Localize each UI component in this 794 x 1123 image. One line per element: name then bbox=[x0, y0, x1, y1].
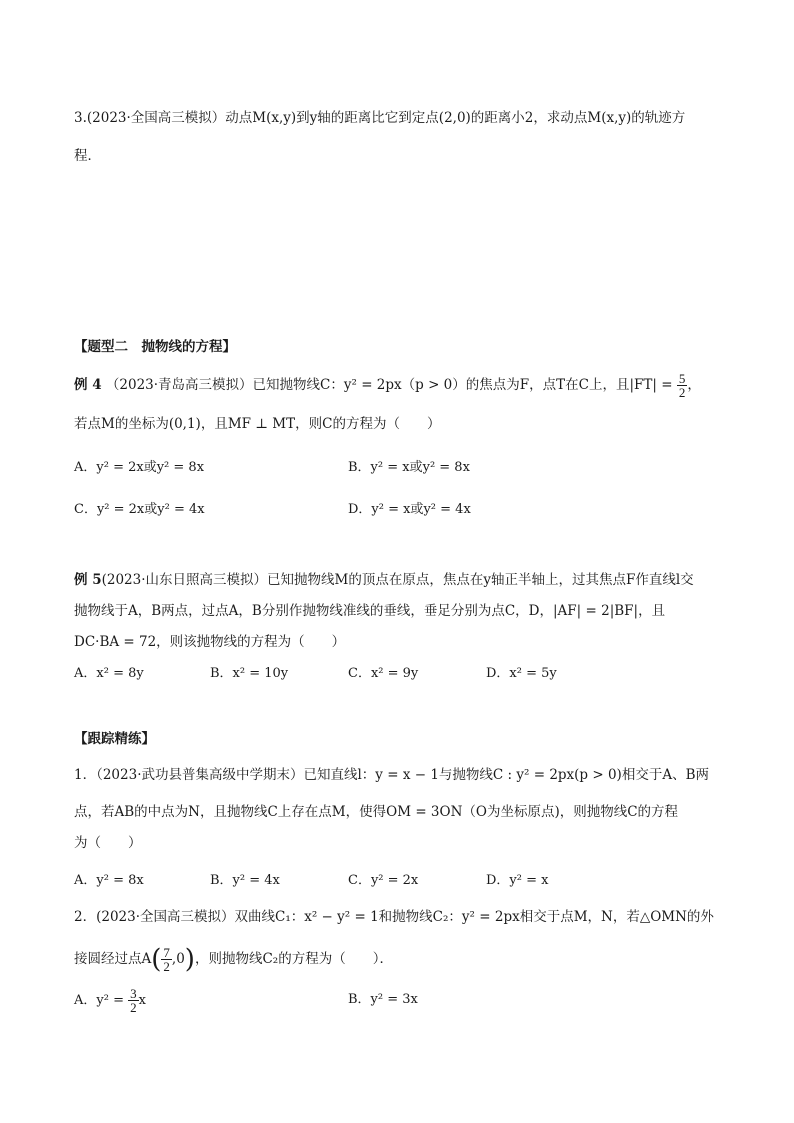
example-5-option-a[interactable]: A．x² = 8y bbox=[74, 666, 144, 681]
fraction-denominator: 2 bbox=[163, 959, 170, 974]
question-2-text-after-point: ，则抛物线C₂的方程为（ ）． bbox=[194, 951, 393, 967]
problem-3-line-2: 程． bbox=[74, 148, 101, 164]
example-4-line-2: 若点M的坐标为(0,1)，且MF ⊥ MT，则C的方程为（ ） bbox=[74, 416, 441, 432]
fraction-numerator: 5 bbox=[678, 371, 686, 386]
question-1-option-d[interactable]: D．y² = x bbox=[486, 873, 549, 888]
example-5-line-3: DC·BA = 72，则该抛物线的方程为（ ） bbox=[74, 634, 346, 650]
example-4-label: 例 4 bbox=[74, 377, 102, 393]
fraction-numerator: 3 bbox=[130, 986, 137, 1001]
fraction-numerator: 7 bbox=[163, 945, 170, 960]
example-4-line-1 bbox=[74, 372, 701, 399]
question-2-text-before-point: 接圆经过点A bbox=[74, 951, 152, 967]
fraction-denominator: 2 bbox=[678, 385, 686, 400]
example-4-line-1-end: ， bbox=[687, 377, 701, 393]
question-2-option-a[interactable] bbox=[74, 986, 146, 1016]
section-title-parabola-equation: 【题型二 抛物线的方程】 bbox=[74, 339, 236, 355]
question-1-option-b[interactable]: B．y² = 4x bbox=[210, 873, 280, 888]
question-1-line-1: 1．（2023·武功县普集高级中学期末）已知直线l：y = x − 1与抛物线C : y² = 2px(p > 0)相交于A、B两 bbox=[74, 767, 709, 783]
fraction-5-over-2 bbox=[677, 372, 688, 399]
example-4-stem: （2023·青岛高三模拟）已知抛物线C：y² = 2px（p > 0）的焦点为F，点T在C上，且|FT| = bbox=[105, 377, 673, 393]
question-2-line-2 bbox=[74, 942, 393, 976]
question-1-option-c[interactable]: C．y² = 2x bbox=[348, 873, 419, 888]
question-1-line-2: 点，若AB的中点为N，且抛物线C上存在点M，使得OM = 3ON（O为坐标原点)，则抛物线C的方程 bbox=[74, 804, 679, 820]
practice-title: 【跟踪精练】 bbox=[74, 731, 155, 747]
option-a-suffix: x bbox=[138, 993, 146, 1008]
left-paren: ( bbox=[151, 944, 162, 975]
example-4-option-b[interactable]: B．y² = x或y² = 8x bbox=[348, 460, 470, 475]
example-5-option-c[interactable]: C．x² = 9y bbox=[348, 666, 419, 681]
question-2-option-b[interactable]: B．y² = 3x bbox=[348, 992, 418, 1007]
example-5-stem: (2023·山东日照高三模拟）已知抛物线M的顶点在原点，焦点在y轴正半轴上，过其焦点F作直线l交 bbox=[101, 572, 694, 588]
problem-3-line-1: 3.(2023·全国高三模拟）动点M(x,y)到y轴的距离比它到定点(2,0)的距离小2，求动点M(x,y)的轨迹方 bbox=[74, 110, 686, 126]
fraction-7-over-2 bbox=[161, 946, 172, 973]
option-a-prefix: A．y² = bbox=[74, 993, 124, 1008]
right-paren: ) bbox=[184, 944, 195, 975]
example-5-label: 例 5 bbox=[74, 572, 102, 588]
example-5-option-b[interactable]: B．x² = 10y bbox=[210, 666, 289, 681]
question-1-line-3: 为（ ） bbox=[74, 835, 142, 851]
example-4-option-d[interactable]: D．y² = x或y² = 4x bbox=[348, 502, 471, 517]
fraction-denominator: 2 bbox=[130, 1000, 137, 1015]
example-5-line-1 bbox=[74, 570, 694, 590]
example-4-option-a[interactable]: A．y² = 2x或y² = 8x bbox=[74, 460, 205, 475]
point-y-coordinate: ,0 bbox=[171, 951, 185, 967]
example-5-line-2: 抛物线于A，B两点，过点A，B分别作抛物线准线的垂线，垂足分别为点C，D，|AF| = 2|BF|，且 bbox=[74, 603, 666, 619]
question-2-line-1: 2．(2023·全国高三模拟）双曲线C₁：x² − y² = 1和抛物线C₂：y² = 2px相交于点M，N，若△OMN的外 bbox=[74, 909, 714, 925]
example-4-option-c[interactable]: C．y² = 2x或y² = 4x bbox=[74, 502, 205, 517]
fraction-3-over-2 bbox=[128, 987, 139, 1014]
example-5-option-d[interactable]: D．x² = 5y bbox=[486, 666, 557, 681]
question-1-option-a[interactable]: A．y² = 8x bbox=[74, 873, 144, 888]
